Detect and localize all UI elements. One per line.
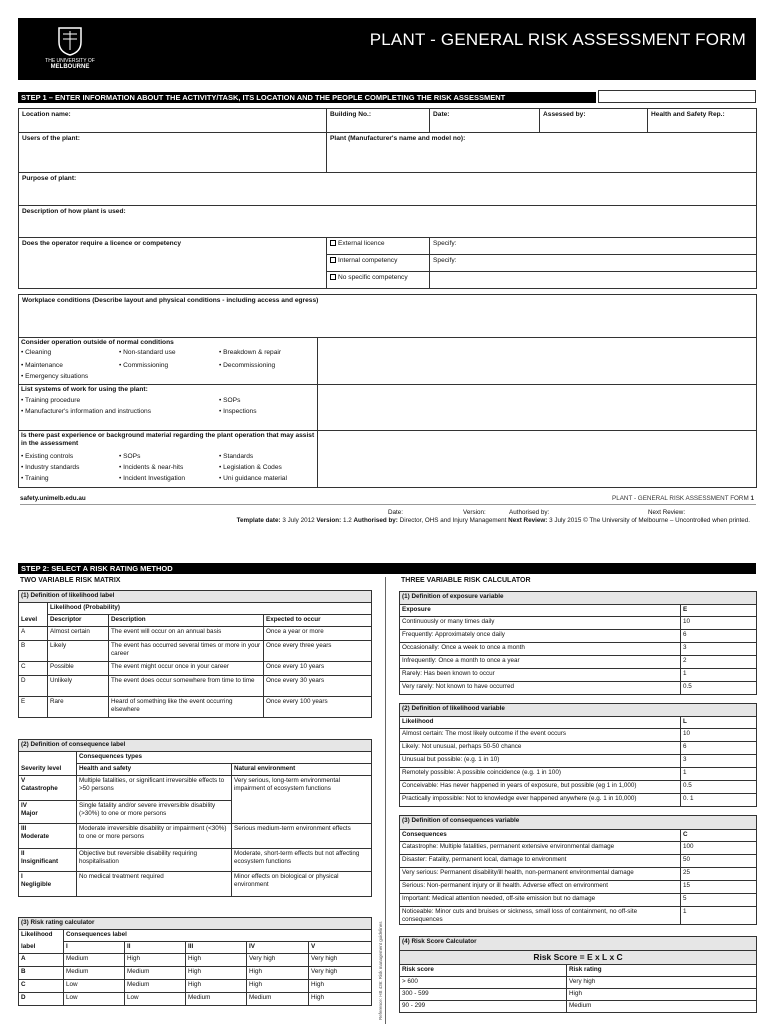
bullet-emergency: • Emergency situations: [21, 373, 89, 380]
consequence-group: Consequences types: [77, 752, 372, 764]
consequences-variable-title: (3) Definition of consequences variable: [400, 816, 757, 830]
health-safety-desc: Moderate irreversible disability or impairment (<30%) to one or more persons: [77, 824, 232, 849]
risk-rating-cell: High: [186, 980, 247, 993]
bullet-cleaning: • Cleaning: [21, 349, 52, 356]
past-answer[interactable]: [318, 431, 757, 488]
risk-score-title: (4) Risk Score Calculator: [400, 937, 757, 951]
risk-rating-cell: Low: [125, 993, 186, 1006]
bullet-inspections: • Inspections: [219, 408, 257, 415]
footer-authorised-label: Authorised by:: [509, 509, 550, 516]
risk-rating-cell: Medium: [247, 993, 309, 1006]
col-l: L: [681, 717, 757, 729]
bullet-incidents: • Incidents & near-hits: [119, 464, 184, 471]
step2-heading: STEP 2: SELECT A RISK RATING METHOD: [18, 563, 756, 574]
table-row: [400, 868, 757, 881]
page-title: PLANT - GENERAL RISK ASSESSMENT FORM: [369, 30, 746, 49]
step1-table: [18, 108, 757, 289]
likelihood-description: The event will occur on an annual basis: [109, 627, 264, 641]
table-row: [400, 907, 757, 925]
checkbox-icon[interactable]: [330, 240, 336, 246]
row-value: Medium: [567, 1001, 757, 1013]
col-exposure: Exposure: [400, 605, 681, 617]
licence-option-none[interactable]: No specific competency: [327, 272, 430, 289]
row-label: Frequently: Approximately once daily: [400, 630, 681, 643]
footer-divider: [20, 504, 756, 505]
health-safety-desc: Single fatality and/or severe irreversible disability (>30%) to one or more persons: [77, 801, 232, 824]
likelihood-group: Likelihood (Probability): [48, 603, 372, 615]
row-label: Serious: Non-permanent injury or ill health. Adverse effect on environment: [400, 881, 681, 894]
bullet-training-procedure: • Training procedure: [21, 397, 81, 404]
severity-level: IV Major: [19, 801, 77, 824]
consequence-col: I: [64, 942, 125, 954]
row-label: Continuously or many times daily: [400, 617, 681, 630]
table-row: [400, 729, 757, 742]
likelihood-level: E: [19, 697, 48, 718]
bullet-training: • Training: [21, 475, 49, 482]
row-label: Rarely: Has been known to occur: [400, 669, 681, 682]
checkbox-icon[interactable]: [330, 274, 336, 280]
consequence-col: IV: [247, 942, 309, 954]
row-value: 50: [681, 855, 757, 868]
health-safety-desc: Objective but reversible disability requiring hospitalisation: [77, 849, 232, 872]
table-row: [400, 656, 757, 669]
workplace-field[interactable]: Workplace conditions (Describe layout and physical conditions - including access and egress): [19, 295, 757, 338]
likelihood-descriptor: Unlikely: [48, 676, 109, 697]
row-label: Important: Medical attention needed, off-site emission but no damage: [400, 894, 681, 907]
systems-answer[interactable]: [318, 385, 757, 431]
bullet-legislation: • Legislation & Codes: [219, 464, 282, 471]
col-risk-score: Risk score: [400, 965, 567, 977]
consequence-label-header: Consequences label: [64, 930, 372, 942]
bullet-maintenance: • Maintenance: [21, 362, 63, 369]
footer-version-label: Version:: [463, 509, 486, 516]
three-variable-title: THREE VARIABLE RISK CALCULATOR: [401, 577, 531, 584]
likelihood-description: The event does occur somewhere from time to time: [109, 676, 264, 697]
environment-desc: Very serious, long-term environmental impairment of ecosystem functions: [232, 776, 372, 824]
bullet-uni-guidance: • Uni guidance material: [219, 475, 287, 482]
environment-desc: Moderate, short-term effects but not affecting ecosystem functions: [232, 849, 372, 872]
health-safety-desc: Multiple fatalities, or significant irreversible effects to >50 persons: [77, 776, 232, 801]
col-consequences: Consequences: [400, 830, 681, 842]
row-value: 15: [681, 881, 757, 894]
bullet-incident-investigation: • Incident Investigation: [119, 475, 186, 482]
row-value: 3: [681, 755, 757, 768]
footer-date-label: Date:: [388, 509, 404, 516]
bullet-manufacturer: • Manufacturer's information and instructions: [21, 408, 152, 415]
row-label: Unusual but possible: (e.g. 1 in 10): [400, 755, 681, 768]
likelihood-expected: Once every 100 years: [264, 697, 372, 718]
licence-option-external[interactable]: External licence: [327, 238, 430, 255]
col-level: Level: [19, 615, 48, 627]
risk-calc-title: (3) Risk rating calculator: [19, 918, 372, 930]
likelihood-label: C: [19, 980, 64, 993]
table-row: [400, 855, 757, 868]
col-descriptor: Descriptor: [48, 615, 109, 627]
row-value: 100: [681, 842, 757, 855]
table-row: [400, 881, 757, 894]
likelihood-expected: Once every three years: [264, 641, 372, 662]
table-row: [19, 697, 372, 718]
table-row: [400, 755, 757, 768]
bullet-breakdown: • Breakdown & repair: [219, 349, 282, 356]
risk-calculator-table: [18, 917, 372, 1006]
row-value: 1: [681, 768, 757, 781]
table-row: [19, 776, 372, 801]
reference-field[interactable]: [598, 90, 756, 103]
severity-level: III Moderate: [19, 824, 77, 849]
likelihood-descriptor: Rare: [48, 697, 109, 718]
likelihood-level: A: [19, 627, 48, 641]
footer-site: safety.unimelb.edu.au: [20, 495, 86, 502]
date-field[interactable]: Date:: [430, 109, 540, 133]
table-row: [400, 1001, 757, 1013]
likelihood-expected: Once every 30 years: [264, 676, 372, 697]
col-health-safety: Health and safety: [77, 764, 232, 776]
university-logo: THE UNIVERSITY OF MELBOURNE: [40, 26, 100, 74]
specify-field[interactable]: Specify:: [430, 238, 757, 255]
col-expected: Expected to occur: [264, 615, 372, 627]
risk-rating-cell: Medium: [64, 967, 125, 980]
likelihood-description: Heard of something like the event occurring elsewhere: [109, 697, 264, 718]
table-row: [400, 669, 757, 682]
form-header: [18, 18, 756, 80]
risk-rating-cell: High: [309, 980, 372, 993]
risk-score-table: [399, 936, 757, 1013]
table-row: [19, 676, 372, 697]
row-label: 90 - 299: [400, 1001, 567, 1013]
health-safety-desc: No medical treatment required: [77, 872, 232, 897]
consequence-table: [18, 739, 372, 897]
severity-level: I Negligible: [19, 872, 77, 897]
crest-icon: [57, 26, 83, 56]
col-e: E: [681, 605, 757, 617]
abnormal-title: Consider operation outside of normal conditions: [21, 339, 174, 346]
abnormal-answer[interactable]: [318, 338, 757, 385]
row-label: Conceivable: Has never happened in years of exposure, but possible (eg 1 in 1,000): [400, 781, 681, 794]
risk-rating-cell: Low: [64, 993, 125, 1006]
row-value: 25: [681, 868, 757, 881]
table-row: [400, 977, 757, 989]
environment-desc: Serious medium-term environment effects: [232, 824, 372, 849]
row-label: Remotely possible: A possible coincidence (e.g. 1 in 100): [400, 768, 681, 781]
table-row: [400, 617, 757, 630]
consequence-col: II: [125, 942, 186, 954]
row-value: 10: [681, 617, 757, 630]
risk-rating-cell: High: [247, 967, 309, 980]
exposure-title: (1) Definition of exposure variable: [400, 592, 757, 605]
table-row: [19, 641, 372, 662]
likelihood-table-title: (1) Definition of likelihood label: [19, 591, 372, 603]
purpose-field[interactable]: Purpose of plant:: [19, 173, 757, 206]
likelihood-variable-title: (2) Definition of likelihood variable: [400, 704, 757, 717]
col-likelihood: Likelihood: [400, 717, 681, 729]
label-header: label: [19, 942, 64, 954]
specify-field-empty[interactable]: [430, 272, 757, 289]
hs-rep-field[interactable]: Health and Safety Rep.:: [648, 109, 757, 133]
footer-template-line: Template date: 3 July 2012 Version: 1.2 Authorised by: Director, OHS and Injury Management Next Review: 3 July 2015 © The University of Melbourne – Uncontrolled when printed.: [236, 517, 750, 524]
exposure-table: [399, 591, 757, 695]
risk-rating-cell: Medium: [186, 993, 247, 1006]
likelihood-label: B: [19, 967, 64, 980]
bullet-non-standard: • Non-standard use: [119, 349, 176, 356]
risk-rating-cell: High: [247, 980, 309, 993]
table-row: [19, 993, 372, 1006]
column-divider: [385, 577, 386, 1024]
row-label: Noticeable: Minor cuts and bruises or sickness, small loss of containment, no off-site consequences: [400, 907, 681, 925]
table-row: [19, 872, 372, 897]
row-label: Very rarely: Not known to have occurred: [400, 682, 681, 695]
row-label: > 600: [400, 977, 567, 989]
risk-rating-cell: Very high: [309, 954, 372, 967]
likelihood-table: [18, 590, 372, 718]
table-row: [400, 742, 757, 755]
risk-rating-cell: Very high: [309, 967, 372, 980]
likelihood-level: D: [19, 676, 48, 697]
table-row: [400, 682, 757, 695]
table-row: [19, 824, 372, 849]
checkbox-icon[interactable]: [330, 257, 336, 263]
bullet-standards: • Standards: [219, 453, 254, 460]
table-row: [19, 967, 372, 980]
row-value: 1: [681, 669, 757, 682]
risk-score-formula: Risk Score = E x L x C: [400, 951, 757, 965]
risk-rating-cell: Low: [64, 980, 125, 993]
severity-level: V Catastrophe: [19, 776, 77, 801]
table-row: [19, 627, 372, 641]
table-row: [19, 980, 372, 993]
row-value: 3: [681, 643, 757, 656]
table-row: [400, 794, 757, 807]
licence-option-internal[interactable]: Internal competency: [327, 255, 430, 272]
row-value: 0.5: [681, 682, 757, 695]
consequences-variable-table: [399, 815, 757, 925]
footer-form-name: PLANT - GENERAL RISK ASSESSMENT FORM 1: [612, 495, 754, 502]
row-value: 6: [681, 630, 757, 643]
likelihood-header: Likelihood: [19, 930, 64, 942]
risk-rating-cell: High: [186, 967, 247, 980]
risk-rating-cell: Medium: [125, 967, 186, 980]
bullet-industry-standards: • Industry standards: [21, 464, 80, 471]
bullet-existing-controls: • Existing controls: [21, 453, 74, 460]
row-label: Disaster: Fatality, permanent local, damage to environment: [400, 855, 681, 868]
step1-heading: STEP 1 – ENTER INFORMATION ABOUT THE ACTIVITY/TASK, ITS LOCATION AND THE PEOPLE COMPLETING THE RISK ASSESSMENT: [18, 92, 596, 103]
consequence-table-title: (2) Definition of consequence label: [19, 740, 372, 752]
likelihood-expected: Once a year or more: [264, 627, 372, 641]
bullet-decommissioning: • Decommissioning: [219, 362, 276, 369]
severity-level: II Insignificant: [19, 849, 77, 872]
building-field[interactable]: Building No.:: [327, 109, 430, 133]
row-label: 300 - 599: [400, 989, 567, 1001]
side-reference: Reference: HB 436: Risk management guidelines: [378, 921, 383, 1020]
col-c: C: [681, 830, 757, 842]
row-value: 1: [681, 907, 757, 925]
col-environment: Natural environment: [232, 764, 372, 776]
bullet-sops-2: • SOPs: [119, 453, 141, 460]
two-variable-title: TWO VARIABLE RISK MATRIX: [20, 577, 121, 584]
consequence-col: V: [309, 942, 372, 954]
table-row: [400, 768, 757, 781]
description-field[interactable]: Description of how plant is used:: [19, 206, 757, 238]
row-label: Very serious: Permanent disability/ill health, non-permanent environmental damage: [400, 868, 681, 881]
row-label: Catastrophe: Multiple fatalities, permanent extensive environmental damage: [400, 842, 681, 855]
row-label: Almost certain: The most likely outcome if the event occurs: [400, 729, 681, 742]
likelihood-descriptor: Possible: [48, 662, 109, 676]
col-description: Description: [109, 615, 264, 627]
systems-title: List systems of work for using the plant:: [21, 386, 148, 393]
table-row: [400, 989, 757, 1001]
table-row: [19, 954, 372, 967]
row-label: Likely: Not unusual, perhaps 50-50 chance: [400, 742, 681, 755]
bullet-sops: • SOPs: [219, 397, 241, 404]
environment-desc: Minor effects on biological or physical environment: [232, 872, 372, 897]
table-row: [400, 630, 757, 643]
likelihood-description: The event has occurred several times or more in your career: [109, 641, 264, 662]
likelihood-level: B: [19, 641, 48, 662]
past-title: Is there past experience or background material regarding the plant operation that may assist in the assessment: [21, 432, 315, 447]
likelihood-expected: Once every 10 years: [264, 662, 372, 676]
location-field[interactable]: Location name:: [19, 109, 327, 133]
risk-rating-cell: Very high: [247, 954, 309, 967]
row-label: Practically impossible: Not to knowledge ever happened anywhere (e.g. 1 in 10,000): [400, 794, 681, 807]
risk-rating-cell: High: [125, 954, 186, 967]
likelihood-label: A: [19, 954, 64, 967]
consequence-col: III: [186, 942, 247, 954]
plant-name-field[interactable]: Plant (Manufacturer's name and model no):: [327, 133, 757, 173]
likelihood-variable-table: [399, 703, 757, 807]
likelihood-descriptor: Likely: [48, 641, 109, 662]
row-value: High: [567, 989, 757, 1001]
row-value: 0.5: [681, 781, 757, 794]
risk-rating-cell: Medium: [64, 954, 125, 967]
likelihood-label: D: [19, 993, 64, 1006]
likelihood-level: C: [19, 662, 48, 676]
row-value: Very high: [567, 977, 757, 989]
users-field[interactable]: Users of the plant:: [19, 133, 327, 173]
table-row: [400, 894, 757, 907]
col-risk-rating: Risk rating: [567, 965, 757, 977]
row-value: 0. 1: [681, 794, 757, 807]
table-row: [19, 849, 372, 872]
table-row: [400, 781, 757, 794]
bullet-commissioning: • Commissioning: [119, 362, 169, 369]
risk-rating-cell: High: [309, 993, 372, 1006]
risk-rating-cell: High: [186, 954, 247, 967]
likelihood-descriptor: Almost certain: [48, 627, 109, 641]
row-value: 2: [681, 656, 757, 669]
table-row: [19, 662, 372, 676]
row-value: 5: [681, 894, 757, 907]
likelihood-description: The event might occur once in your career: [109, 662, 264, 676]
licence-question: Does the operator require a licence or competency: [19, 238, 327, 289]
row-label: Occasionally: Once a week to once a month: [400, 643, 681, 656]
row-value: 6: [681, 742, 757, 755]
table-row: [400, 643, 757, 656]
row-value: 10: [681, 729, 757, 742]
specify-field[interactable]: Specify:: [430, 255, 757, 272]
row-label: Infrequently: Once a month to once a year: [400, 656, 681, 669]
footer-next-review-label: Next Review:: [648, 509, 686, 516]
col-severity: Severity level: [19, 764, 77, 776]
assessed-by-field[interactable]: Assessed by:: [540, 109, 648, 133]
risk-rating-cell: Medium: [125, 980, 186, 993]
table-row: [400, 842, 757, 855]
